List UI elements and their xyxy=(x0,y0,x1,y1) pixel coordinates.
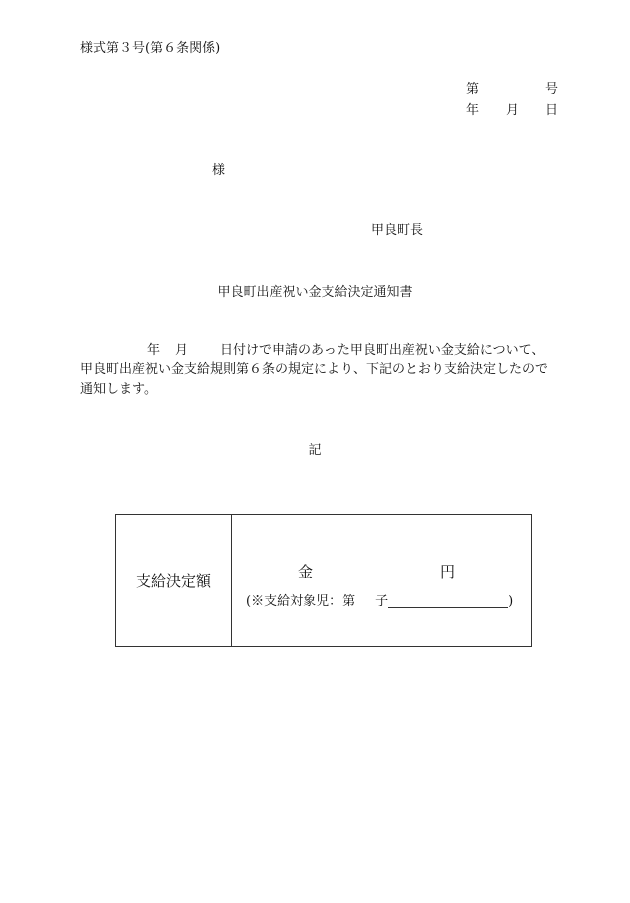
target-child-close: ) xyxy=(508,594,514,609)
body-month-label: 月 xyxy=(175,343,189,358)
date-day-label: 日 xyxy=(545,103,559,118)
target-child-blank-line xyxy=(388,594,508,608)
ki-heading: 記 xyxy=(308,443,322,458)
target-child-unit: 子 xyxy=(375,594,389,609)
payment-amount-label: 支給決定額 xyxy=(135,572,211,590)
body-paragraph-line-2: 甲良町出産祝い金支給規則第６条の規定により、下記のとおり支給決定したので xyxy=(80,362,549,377)
document-number-prefix: 第 xyxy=(466,82,480,97)
table-divider xyxy=(231,515,232,646)
sender-name: 甲良町長 xyxy=(371,223,424,238)
target-child-open: (※支給対象児：第 xyxy=(246,594,356,609)
payment-amount-table xyxy=(115,514,532,647)
body-paragraph-line-1 xyxy=(80,344,544,357)
document-number-suffix: 号 xyxy=(545,82,559,97)
body-year-label: 年 xyxy=(147,343,161,358)
form-number-label: 様式第３号(第６条関係) xyxy=(80,41,221,56)
body-paragraph-line-3: 通知します。 xyxy=(80,382,157,397)
amount-kin-label: 金 xyxy=(298,563,314,581)
recipient-honorific: 様 xyxy=(212,163,226,178)
date-month-label: 月 xyxy=(506,103,520,118)
date-year-label: 年 xyxy=(466,103,480,118)
target-child-row xyxy=(246,594,513,608)
body-line-1-text: 日付けで申請のあった甲良町出産祝い金支給について、 xyxy=(220,343,545,358)
document-title: 甲良町出産祝い金支給決定通知書 xyxy=(217,285,413,300)
amount-yen-label: 円 xyxy=(440,563,456,581)
